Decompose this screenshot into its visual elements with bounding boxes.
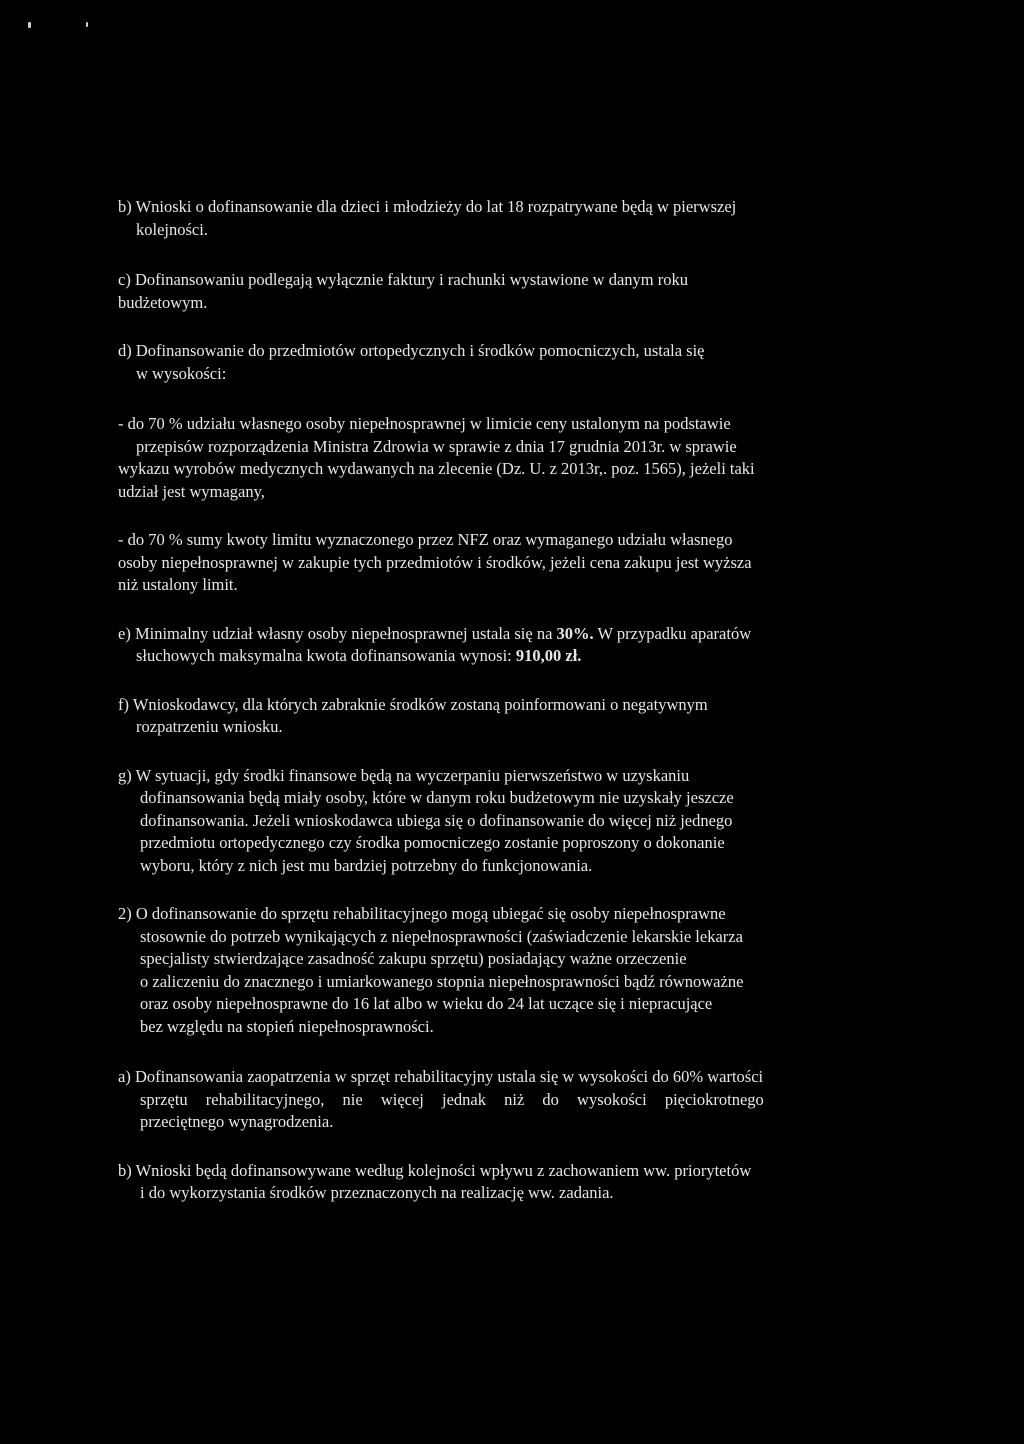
text-run: słuchowych maksymalna kwota dofinansowania wynosi: [136, 646, 516, 665]
text-line: o zaliczeniu do znacznego i umiarkowanego stopnia niepełnosprawności bądź równoważne [140, 971, 744, 991]
paragraph-e-minimum-share [118, 623, 908, 668]
text-line: stosownie do potrzeb wynikających z niepełnosprawności (zaświadczenie lekarskie lekarza [140, 926, 743, 946]
paragraph-c-invoices [118, 269, 908, 314]
text-run: e) Minimalny udział własny osoby niepełnosprawnej ustala się na [118, 623, 557, 643]
text-line: wyboru, który z nich jest mu bardziej potrzebny do funkcjonowania. [140, 855, 593, 875]
scan-mark [86, 22, 88, 27]
document-page [118, 196, 908, 1229]
text-run: W przypadku aparatów [593, 623, 752, 643]
text-line: kolejności. [136, 219, 208, 239]
text-line [118, 645, 908, 668]
text-line: osoby niepełnosprawnej w zakupie tych przedmiotów i środków, jeżeli cena zakupu jest wyższa [118, 552, 752, 572]
text-line: dofinansowania będą miały osoby, które w danym roku budżetowym nie uzyskały jeszcze [140, 788, 734, 807]
text-line: w wysokości: [136, 363, 227, 383]
text-line: - do 70 % sumy kwoty limitu wyznaczonego przez NFZ oraz wymaganego udziału własnego [118, 530, 733, 549]
paragraph-a-rehab-percent [118, 1066, 908, 1134]
scan-marks [28, 22, 98, 34]
scan-mark [28, 22, 31, 28]
text-line: b) Wnioski będą dofinansowywane według kolejności wpływu z zachowaniem ww. priorytetów [118, 1160, 752, 1180]
text-line: specjalisty stwierdzające zasadność zakupu sprzętu) posiadający ważne orzeczenie [140, 949, 687, 968]
text-line: oraz osoby niepełnosprawne do 16 lat albo w wieku do 24 lat uczące się i niepracujące [140, 994, 713, 1013]
paragraph-dash-limit-2 [118, 529, 908, 597]
text-line: - do 70 % udziału własnego osoby niepełnosprawnej w limicie ceny ustalonym na podstawie [118, 414, 731, 433]
paragraph-d-orthopedic [118, 340, 908, 385]
text-line: bez względu na stopień niepełnosprawności. [140, 1016, 434, 1036]
text-line: g) W sytuacji, gdy środki finansowe będą na wyczerpaniu pierwszeństwo w uzyskaniu [118, 765, 690, 785]
text-line: i do wykorzystania środków przeznaczonych na realizację ww. zadania. [140, 1183, 614, 1202]
text-line: f) Wnioskodawcy, dla których zabraknie środków zostaną poinformowani o negatywnym [118, 694, 708, 714]
text-line: c) Dofinansowaniu podlegają wyłącznie faktury i rachunki wystawione w danym roku [118, 270, 688, 289]
text-line: przepisów rozporządzenia Ministra Zdrowia w sprawie z dnia 17 grudnia 2013r. w sprawie [136, 436, 737, 456]
paragraph-b-children-priority [118, 196, 908, 241]
text-line: budżetowym. [118, 292, 208, 312]
text-line: niż ustalony limit. [118, 575, 238, 594]
text-line: d) Dofinansowanie do przedmiotów ortopedycznych i środków pomocniczych, ustala się [118, 341, 705, 360]
text-line: przedmiotu ortopedycznego czy środka pomocniczego zostanie poproszony o dokonanie [140, 833, 725, 852]
text-line: rozpatrzeniu wniosku. [136, 717, 283, 736]
text-line: b) Wnioski o dofinansowanie dla dzieci i młodzieży do lat 18 rozpatrywane będą w pierwszej [118, 197, 737, 216]
bold-value: 910,00 zł. [515, 646, 582, 665]
text-line [118, 623, 908, 646]
text-line: sprzętu rehabilitacyjnego, nie więcej jednak niż do wysokości pięciokrotnego [140, 1089, 764, 1109]
paragraph-2-rehab-equipment [118, 903, 908, 1038]
paragraph-b-order-of-receipt [118, 1160, 908, 1205]
paragraph-dash-limit-1 [118, 413, 908, 503]
text-line: 2) O dofinansowanie do sprzętu rehabilitacyjnego mogą ubiegać się osoby niepełnosprawne [118, 904, 726, 923]
text-line: przeciętnego wynagrodzenia. [140, 1112, 334, 1131]
text-line: dofinansowania. Jeżeli wnioskodawca ubiega się o dofinansowanie do więcej niż jednego [140, 810, 733, 830]
text-line: wykazu wyrobów medycznych wydawanych na zlecenie (Dz. U. z 2013r,. poz. 1565), jeżeli taki [118, 459, 755, 478]
bold-value: 30%. [556, 623, 594, 643]
text-line: a) Dofinansowania zaopatrzenia w sprzęt rehabilitacyjny ustala się w wysokości do 60% wartości [118, 1067, 764, 1086]
paragraph-f-rejection [118, 694, 908, 739]
paragraph-g-priority [118, 765, 908, 878]
text-line: udział jest wymagany, [118, 481, 265, 501]
